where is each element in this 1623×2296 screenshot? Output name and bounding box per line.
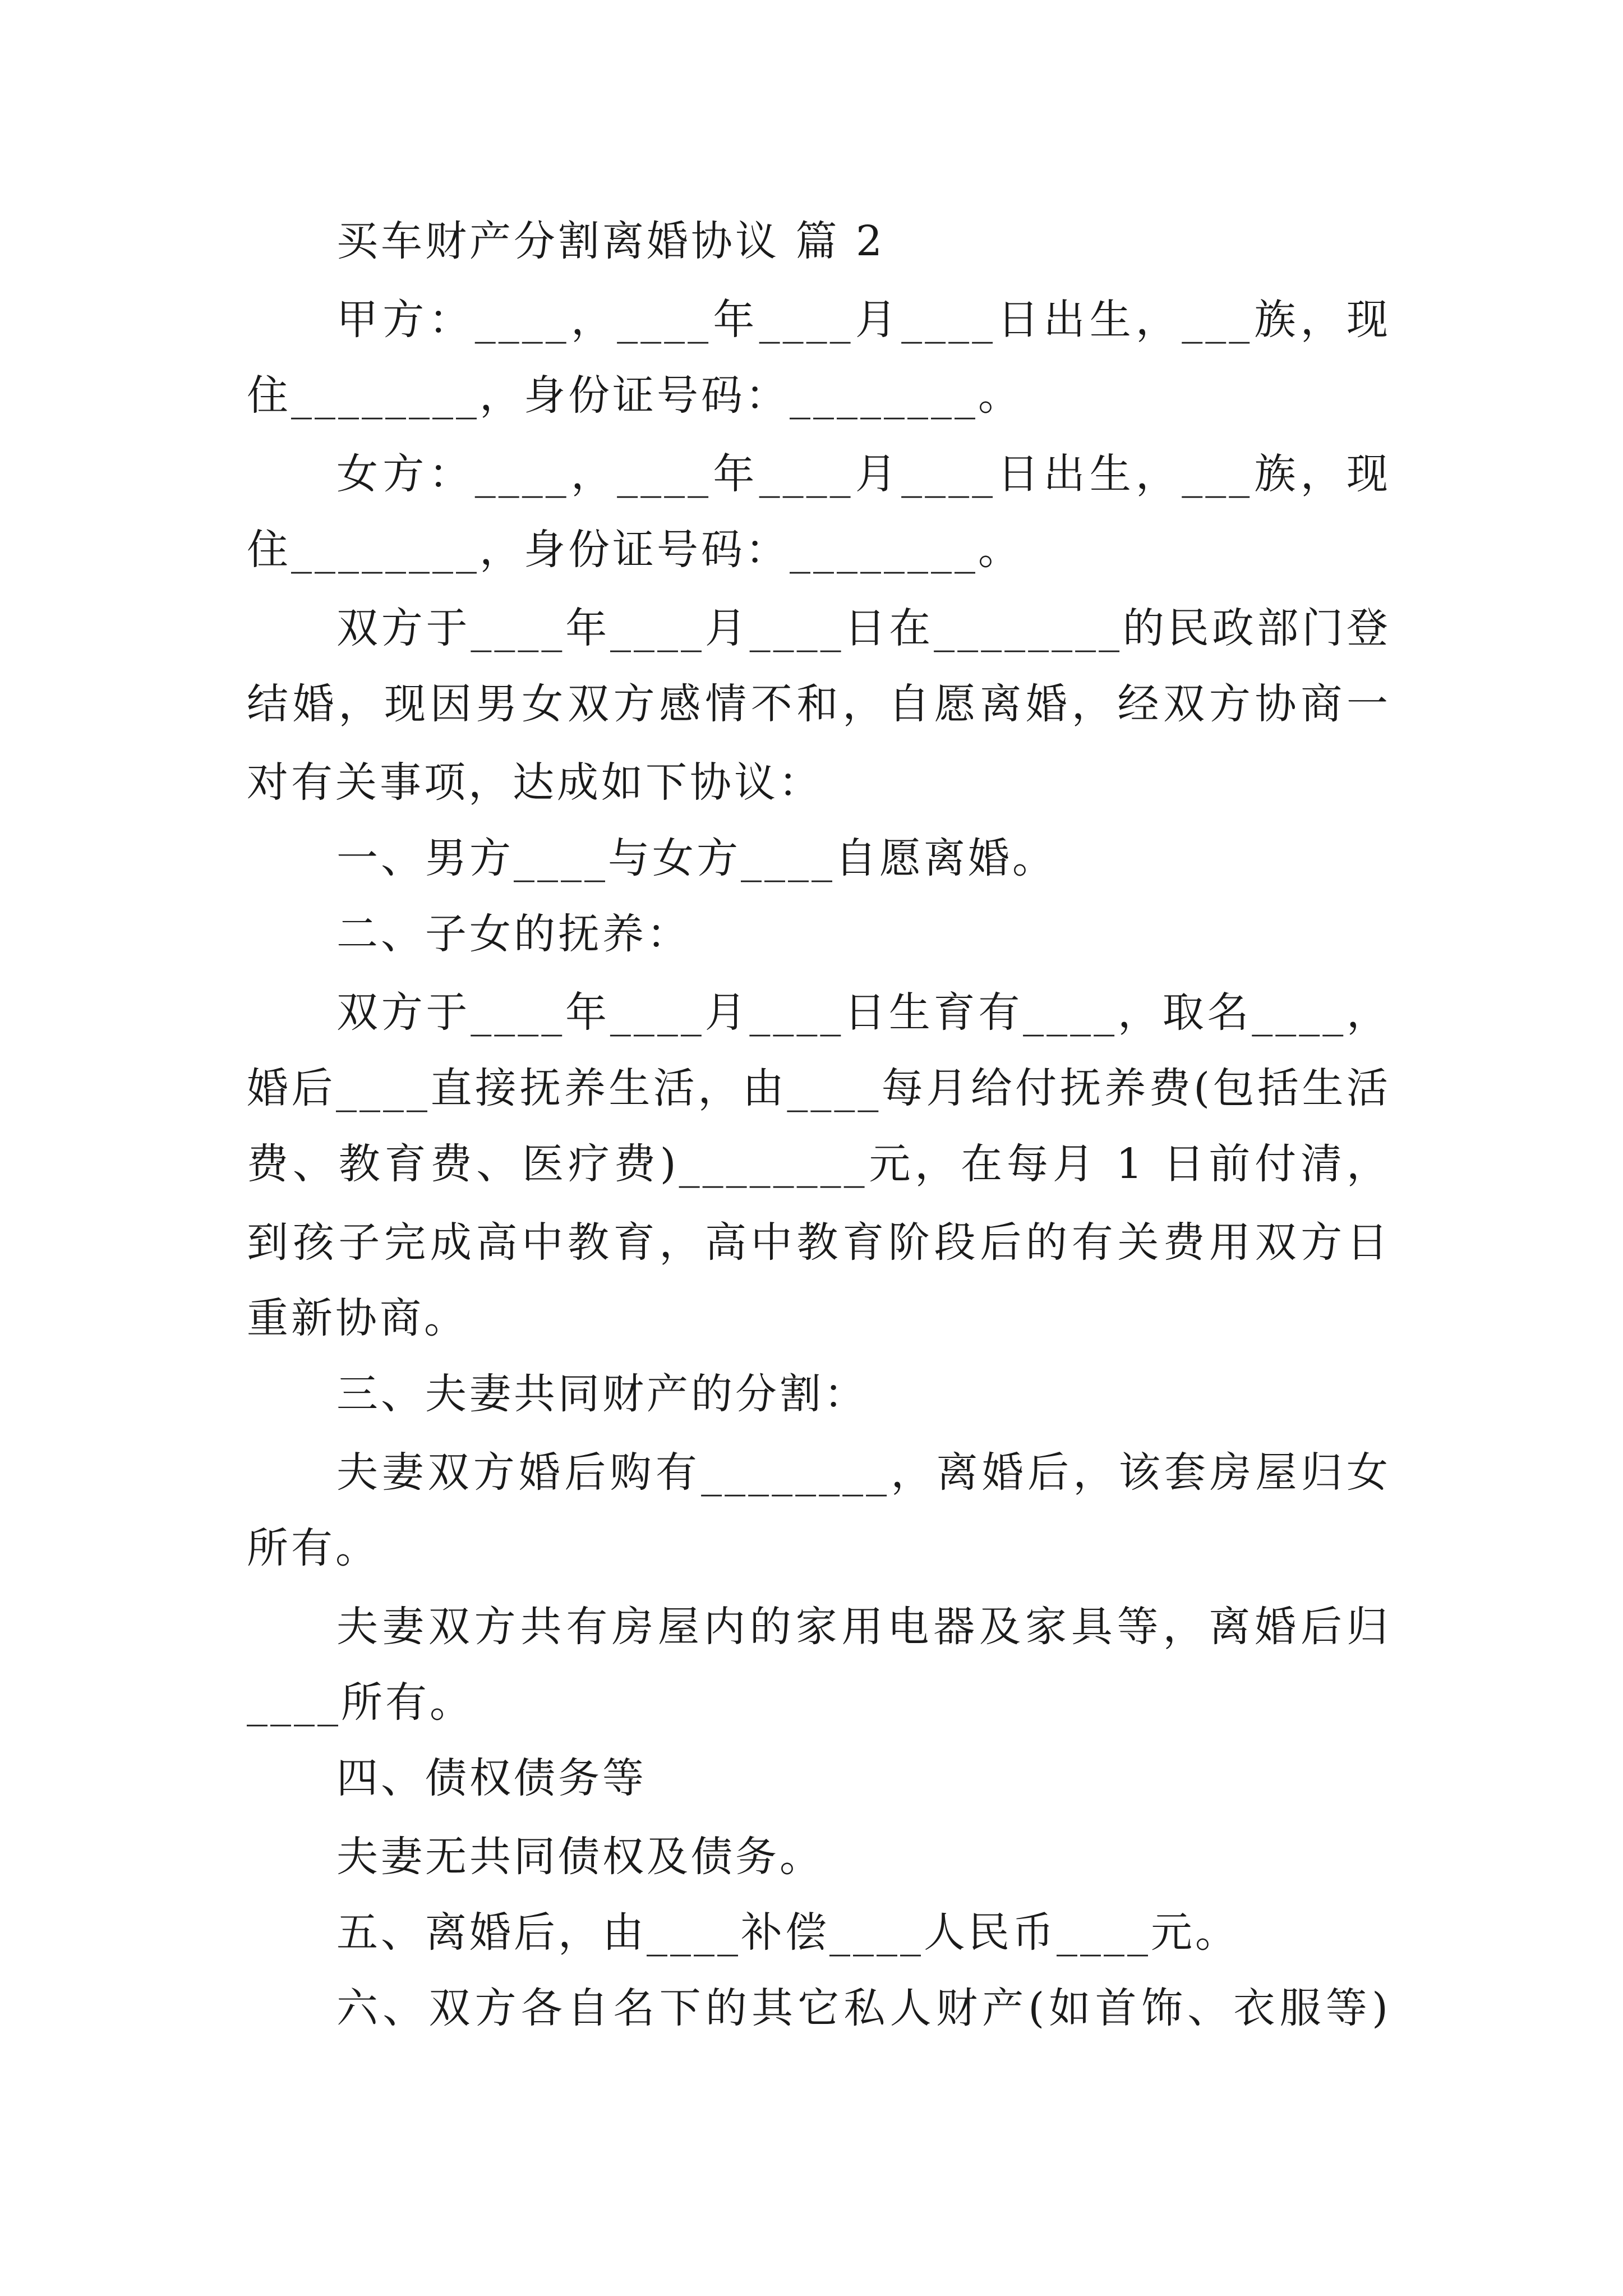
paragraph-line: 住________，身份证号码：________。	[247, 371, 1022, 420]
section-heading: 三、夫妻共同财产的分割：	[336, 1370, 868, 1418]
section-heading: 五、离婚后，由____补偿____人民币____元。	[336, 1908, 1239, 1957]
paragraph-line: 到孩子完成高中教育，高中教育阶段后的有关费用双方日	[247, 1218, 1391, 1267]
section-heading: 六、双方各自名下的其它私人财产(如首饰、衣服等)	[336, 1984, 1391, 2032]
paragraph-line: 甲方：____，____年____月____日出生，___族，现	[336, 296, 1391, 344]
section-heading: 一、男方____与女方____自愿离婚。	[336, 834, 1057, 882]
paragraph-line: 所有。	[247, 1524, 380, 1572]
paragraph-line: ____所有。	[247, 1678, 474, 1727]
paragraph-line: 双方于____年____月____日在________的民政部门登	[336, 604, 1391, 652]
paragraph-line: 婚后____直接抚养生活，由____每月给付抚养费(包括生活	[247, 1064, 1391, 1112]
paragraph-line: 夫妻双方婚后购有________，离婚后，该套房屋归女	[336, 1448, 1391, 1497]
paragraph-line: 女方：____，____年____月____日出生，___族，现	[336, 450, 1391, 498]
paragraph-line: 对有关事项，达成如下协议：	[247, 758, 823, 807]
paragraph-line: 住________，身份证号码：________。	[247, 526, 1022, 574]
paragraph-line: 费、教育费、医疗费)________元，在每月 1 日前付清，	[247, 1140, 1391, 1188]
document-title: 买车财产分割离婚协议 篇 2	[336, 217, 886, 265]
section-heading: 四、债权债务等	[336, 1754, 647, 1802]
paragraph-line: 结婚，现因男女双方感情不和，自愿离婚，经双方协商一	[247, 680, 1391, 728]
section-heading: 二、子女的抚养：	[336, 910, 691, 958]
paragraph-line: 夫妻双方共有房屋内的家用电器及家具等，离婚后归	[336, 1603, 1391, 1651]
paragraph-line: 夫妻无共同债权及债务。	[336, 1833, 824, 1881]
paragraph-line: 双方于____年____月____日生育有____，取名____，	[336, 988, 1391, 1037]
paragraph-line: 重新协商。	[247, 1294, 468, 1342]
